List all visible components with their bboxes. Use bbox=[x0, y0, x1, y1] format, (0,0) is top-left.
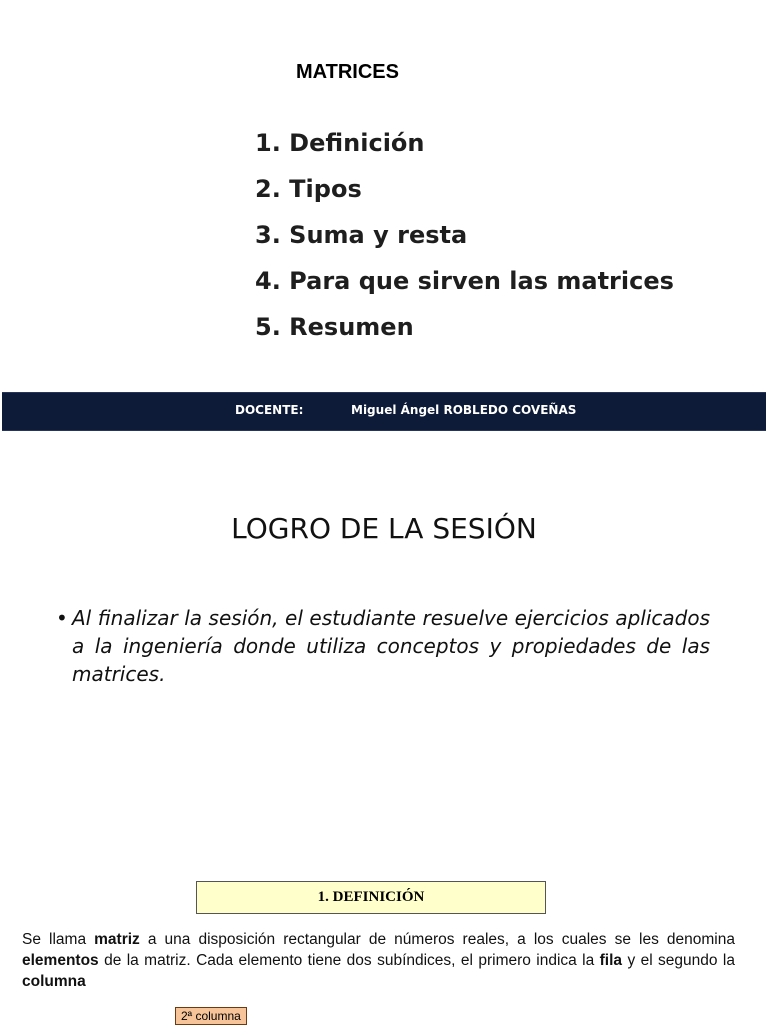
toc-item: 1. Definición bbox=[255, 129, 425, 157]
para-text: y el segundo la bbox=[622, 952, 735, 969]
term-elementos: elementos bbox=[22, 952, 99, 969]
session-goal-title: LOGRO DE LA SESIÓN bbox=[231, 512, 537, 545]
toc-item: 5. Resumen bbox=[255, 313, 414, 341]
definition-paragraph bbox=[22, 929, 735, 992]
session-goal-text: Al finalizar la sesión, el estudiante resuelve ejercicios aplicados a la ingeniería donde utiliza conceptos y propiedades de las matrices. bbox=[72, 606, 710, 686]
table-of-contents bbox=[255, 126, 674, 356]
para-text: de la matriz. Cada elemento tiene dos subíndices, el primero indica la bbox=[98, 952, 600, 969]
definition-heading: 1. DEFINICIÓN bbox=[196, 881, 546, 914]
session-goal-bullet bbox=[56, 604, 710, 688]
page-title: MATRICES bbox=[296, 61, 399, 83]
teacher-banner bbox=[2, 392, 766, 431]
teacher-name: Miguel Ángel ROBLEDO COVEÑAS bbox=[351, 403, 577, 417]
toc-item: 4. Para que sirven las matrices bbox=[255, 267, 674, 295]
term-matriz: matriz bbox=[94, 931, 140, 948]
term-fila: fila bbox=[599, 952, 623, 969]
bullet-dot: • bbox=[56, 606, 68, 630]
toc-item: 2. Tipos bbox=[255, 175, 362, 203]
teacher-label: DOCENTE: bbox=[235, 403, 304, 417]
column-tag: 2ª columna bbox=[175, 1007, 247, 1025]
term-columna: columna bbox=[22, 973, 86, 990]
para-text: a una disposición rectangular de números reales, a los cuales se les denomina bbox=[139, 931, 735, 948]
para-text: Se llama bbox=[22, 931, 95, 948]
toc-item: 3. Suma y resta bbox=[255, 221, 468, 249]
